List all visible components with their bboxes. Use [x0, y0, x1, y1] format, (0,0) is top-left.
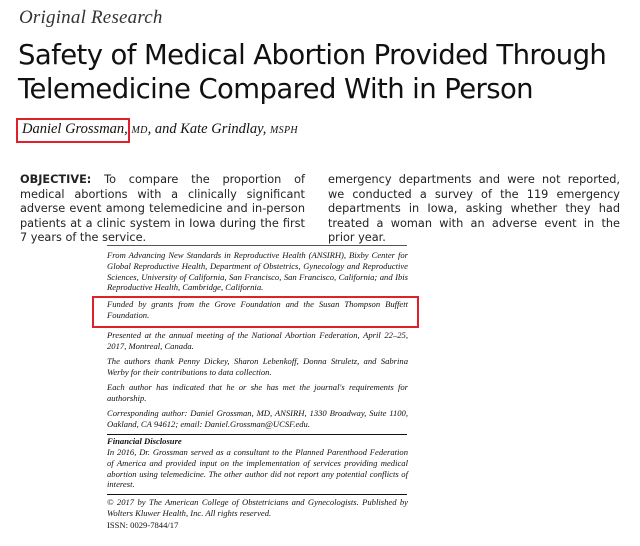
financial-disclosure-heading: Financial Disclosure — [107, 436, 182, 446]
article-title — [18, 38, 633, 106]
section-label: Original Research — [19, 7, 163, 28]
affiliation-note: From Advancing New Standards in Reproductive Health (ANSIRH), Bixby Center for Global Reproductive Health, Department of Obstetrics, Gynecology and Reproductive Sciences, University of California, San Francisco, San Francisco, California; and Ibis Reproductive Health, Cambridge, California. — [107, 250, 408, 293]
acknowledgment-note: The authors thank Penny Dickey, Sharon Lebenkoff, Donna Struletz, and Sabrina Werby for their contributions to data collection. — [107, 356, 408, 377]
issn: ISSN: 0029-7844/17 — [107, 520, 179, 530]
funding-highlight-box — [92, 296, 419, 328]
objective-text: To compare the proportion of medical abortions with a clinically significant adverse event among telemedicine and in-person patients at a clinic system in Iowa during the first 7 years of the service. — [20, 173, 305, 245]
financial-disclosure-text: In 2016, Dr. Grossman served as a consultant to the Planned Parenthood Federation of America and provided input on the implementation of services providing medical abortion using telemedicine. The other author did not report any potential conflicts of interest. — [107, 447, 408, 490]
abstract-continuation-text: emergency departments and were not reported, we conducted a survey of the 119 emergency departments in Iowa, asking whether they had treated a woman with an adverse event in the prior year. — [328, 173, 620, 245]
title-line-2: Telemedicine Compared With in Person — [18, 73, 533, 105]
author-highlight-box — [16, 118, 130, 143]
copyright-divider — [107, 494, 407, 495]
presented-note: Presented at the annual meeting of the National Abortion Federation, April 22–25, 2017, Montreal, Canada. — [107, 330, 408, 351]
second-author-degree: MSPH — [270, 125, 298, 136]
funding-note: Funded by grants from the Grove Foundation and the Susan Thompson Buffett Foundation. — [107, 299, 408, 320]
first-author-name: Daniel Grossman, — [22, 121, 128, 137]
authorship-note: Each author has indicated that he or she has met the journal's requirements for authorship. — [107, 382, 408, 403]
abstract-column-left — [20, 173, 305, 246]
abstract-column-right — [328, 173, 620, 246]
first-author-degree: MD — [131, 125, 148, 136]
copyright-note: © 2017 by The American College of Obstetricians and Gynecologists. Published by Wolters Kluwer Health, Inc. All rights reserved. — [107, 497, 408, 518]
title-line-1: Safety of Medical Abortion Provided Through — [18, 39, 607, 71]
author-connector: , and Kate Grindlay, — [147, 121, 271, 137]
disclosure-divider — [107, 434, 407, 435]
footnote-divider — [107, 245, 407, 246]
corresponding-author-note: Corresponding author: Daniel Grossman, MD, ANSIRH, 1330 Broadway, Suite 1100, Oakland, CA 94612; email: Daniel.Grossman@UCSF.edu. — [107, 408, 408, 429]
objective-keyword: OBJECTIVE: — [20, 173, 92, 186]
